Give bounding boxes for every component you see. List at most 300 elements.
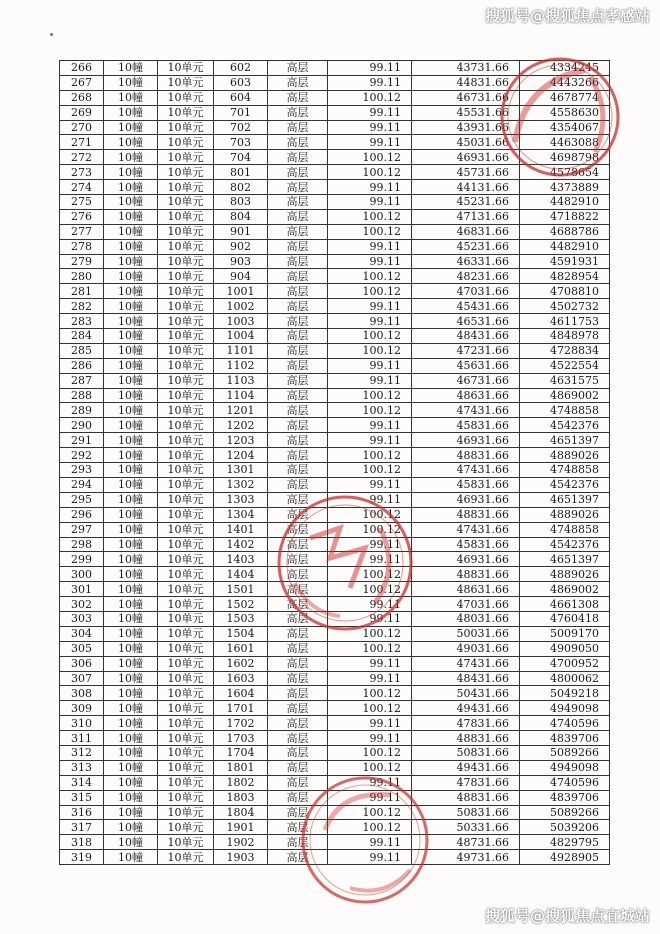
cell-total-price: 4829795 [520,835,610,850]
cell-building-type: 高层 [268,492,328,507]
cell-building: 10幢 [104,299,158,314]
cell-unit-price: 43931.66 [412,120,520,135]
cell-total-price: 4748858 [520,522,610,537]
cell-unit: 10单元 [158,641,214,656]
cell-area: 100.12 [328,224,412,239]
cell-row-index: 306 [60,656,104,671]
cell-unit: 10单元 [158,299,214,314]
cell-unit-price: 47231.66 [412,343,520,358]
table-row [60,850,610,865]
table-row [60,760,610,775]
table-row [60,120,610,135]
table-row [60,656,610,671]
cell-unit-price: 50031.66 [412,626,520,641]
table-row [60,805,610,820]
cell-building-type: 高层 [268,239,328,254]
cell-row-index: 303 [60,611,104,626]
cell-room-number: 1604 [214,686,268,701]
cell-area: 99.11 [328,299,412,314]
cell-room-number: 901 [214,224,268,239]
cell-room-number: 1203 [214,433,268,448]
cell-unit-price: 48431.66 [412,329,520,344]
scan-speck [50,33,53,36]
cell-total-price: 4828954 [520,269,610,284]
cell-area: 100.12 [328,760,412,775]
cell-unit: 10单元 [158,850,214,865]
cell-row-index: 276 [60,209,104,224]
cell-room-number: 1603 [214,671,268,686]
table-row [60,492,610,507]
cell-room-number: 903 [214,254,268,269]
cell-building: 10幢 [104,269,158,284]
cell-area: 100.12 [328,567,412,582]
cell-building: 10幢 [104,701,158,716]
cell-row-index: 270 [60,120,104,135]
cell-total-price: 4748858 [520,463,610,478]
cell-row-index: 297 [60,522,104,537]
cell-unit: 10单元 [158,477,214,492]
cell-building: 10幢 [104,522,158,537]
cell-row-index: 277 [60,224,104,239]
cell-area: 99.11 [328,552,412,567]
cell-area: 100.12 [328,805,412,820]
cell-room-number: 1803 [214,790,268,805]
cell-building-type: 高层 [268,522,328,537]
cell-unit-price: 47831.66 [412,716,520,731]
cell-unit: 10单元 [158,358,214,373]
table-row [60,567,610,582]
cell-unit: 10单元 [158,492,214,507]
cell-total-price: 4800062 [520,671,610,686]
cell-area: 99.11 [328,835,412,850]
cell-building-type: 高层 [268,180,328,195]
cell-room-number: 1101 [214,343,268,358]
cell-total-price: 4889026 [520,448,610,463]
table-row [60,195,610,210]
cell-area: 99.11 [328,716,412,731]
cell-building-type: 高层 [268,61,328,76]
cell-total-price: 4700952 [520,656,610,671]
cell-building: 10幢 [104,120,158,135]
cell-total-price: 4482910 [520,195,610,210]
cell-total-price: 4889026 [520,567,610,582]
cell-building: 10幢 [104,597,158,612]
table-row [60,507,610,522]
cell-building: 10幢 [104,463,158,478]
cell-room-number: 902 [214,239,268,254]
cell-total-price: 4718822 [520,209,610,224]
cell-unit: 10单元 [158,507,214,522]
cell-building: 10幢 [104,760,158,775]
cell-area: 99.11 [328,775,412,790]
cell-row-index: 311 [60,731,104,746]
cell-total-price: 4578654 [520,165,610,180]
cell-unit: 10单元 [158,180,214,195]
cell-unit-price: 47831.66 [412,775,520,790]
cell-row-index: 299 [60,552,104,567]
cell-total-price: 5049218 [520,686,610,701]
cell-unit-price: 50331.66 [412,820,520,835]
cell-building-type: 高层 [268,820,328,835]
cell-row-index: 305 [60,641,104,656]
table-row [60,835,610,850]
cell-total-price: 4909050 [520,641,610,656]
cell-total-price: 5009170 [520,626,610,641]
cell-building-type: 高层 [268,582,328,597]
table-row [60,150,610,165]
cell-building: 10幢 [104,477,158,492]
table-row [60,477,610,492]
cell-row-index: 290 [60,418,104,433]
cell-row-index: 274 [60,180,104,195]
cell-unit: 10单元 [158,701,214,716]
cell-unit-price: 44131.66 [412,180,520,195]
table-row [60,254,610,269]
cell-unit-price: 45631.66 [412,358,520,373]
cell-building-type: 高层 [268,775,328,790]
cell-building-type: 高层 [268,805,328,820]
cell-unit: 10单元 [158,403,214,418]
cell-area: 99.11 [328,492,412,507]
cell-unit-price: 45731.66 [412,165,520,180]
cell-unit: 10单元 [158,537,214,552]
cell-unit: 10单元 [158,582,214,597]
price-table-body [60,61,610,865]
cell-building-type: 高层 [268,611,328,626]
cell-building-type: 高层 [268,433,328,448]
cell-unit-price: 48831.66 [412,731,520,746]
cell-building: 10幢 [104,641,158,656]
cell-building-type: 高层 [268,388,328,403]
cell-unit: 10单元 [158,165,214,180]
cell-room-number: 1504 [214,626,268,641]
cell-room-number: 1901 [214,820,268,835]
cell-building: 10幢 [104,552,158,567]
cell-building: 10幢 [104,611,158,626]
cell-unit: 10单元 [158,626,214,641]
cell-unit-price: 46831.66 [412,224,520,239]
cell-unit: 10单元 [158,686,214,701]
cell-unit-price: 48631.66 [412,582,520,597]
cell-building: 10幢 [104,418,158,433]
cell-room-number: 1202 [214,418,268,433]
cell-building-type: 高层 [268,537,328,552]
cell-row-index: 307 [60,671,104,686]
cell-room-number: 802 [214,180,268,195]
cell-building: 10幢 [104,582,158,597]
cell-building-type: 高层 [268,209,328,224]
table-row [60,358,610,373]
cell-room-number: 904 [214,269,268,284]
cell-total-price: 5039206 [520,820,610,835]
cell-area: 100.12 [328,686,412,701]
cell-row-index: 309 [60,701,104,716]
cell-building: 10幢 [104,224,158,239]
cell-building-type: 高层 [268,299,328,314]
cell-unit-price: 47431.66 [412,463,520,478]
cell-unit-price: 45231.66 [412,239,520,254]
cell-area: 99.11 [328,61,412,76]
cell-building-type: 高层 [268,597,328,612]
cell-unit-price: 46331.66 [412,254,520,269]
cell-row-index: 278 [60,239,104,254]
cell-room-number: 703 [214,135,268,150]
cell-building: 10幢 [104,731,158,746]
cell-room-number: 804 [214,209,268,224]
cell-unit-price: 48631.66 [412,388,520,403]
cell-total-price: 4869002 [520,388,610,403]
cell-room-number: 602 [214,61,268,76]
cell-room-number: 1403 [214,552,268,567]
table-row [60,597,610,612]
cell-row-index: 295 [60,492,104,507]
cell-unit: 10单元 [158,284,214,299]
cell-area: 99.11 [328,418,412,433]
cell-room-number: 1704 [214,745,268,760]
cell-room-number: 1102 [214,358,268,373]
cell-building: 10幢 [104,745,158,760]
cell-unit: 10单元 [158,716,214,731]
cell-unit-price: 48731.66 [412,835,520,850]
cell-area: 99.11 [328,433,412,448]
cell-unit-price: 44831.66 [412,75,520,90]
cell-room-number: 1404 [214,567,268,582]
cell-unit-price: 45231.66 [412,195,520,210]
cell-row-index: 294 [60,477,104,492]
cell-unit: 10单元 [158,343,214,358]
cell-unit: 10单元 [158,835,214,850]
cell-unit: 10单元 [158,388,214,403]
cell-unit-price: 48831.66 [412,507,520,522]
cell-row-index: 313 [60,760,104,775]
cell-building: 10幢 [104,492,158,507]
cell-row-index: 275 [60,195,104,210]
cell-total-price: 4443266 [520,75,610,90]
table-row [60,75,610,90]
cell-unit-price: 46731.66 [412,373,520,388]
cell-area: 100.12 [328,388,412,403]
cell-row-index: 315 [60,790,104,805]
cell-area: 100.12 [328,820,412,835]
cell-building-type: 高层 [268,686,328,701]
cell-building-type: 高层 [268,403,328,418]
cell-building: 10幢 [104,403,158,418]
cell-total-price: 4869002 [520,582,610,597]
cell-building-type: 高层 [268,477,328,492]
table-row [60,343,610,358]
cell-unit: 10单元 [158,745,214,760]
cell-building: 10幢 [104,656,158,671]
cell-area: 99.11 [328,537,412,552]
table-row [60,745,610,760]
cell-total-price: 4839706 [520,790,610,805]
cell-building-type: 高层 [268,507,328,522]
cell-area: 99.11 [328,180,412,195]
cell-row-index: 281 [60,284,104,299]
cell-row-index: 266 [60,61,104,76]
table-row [60,284,610,299]
cell-building-type: 高层 [268,284,328,299]
cell-area: 100.12 [328,448,412,463]
cell-room-number: 1703 [214,731,268,746]
cell-unit: 10单元 [158,239,214,254]
cell-total-price: 4651397 [520,433,610,448]
cell-building-type: 高层 [268,254,328,269]
cell-building-type: 高层 [268,731,328,746]
cell-building-type: 高层 [268,135,328,150]
cell-unit-price: 45531.66 [412,105,520,120]
table-row [60,180,610,195]
cell-unit-price: 49731.66 [412,850,520,865]
cell-total-price: 4889026 [520,507,610,522]
cell-room-number: 1004 [214,329,268,344]
cell-room-number: 702 [214,120,268,135]
cell-row-index: 285 [60,343,104,358]
cell-unit-price: 48831.66 [412,567,520,582]
cell-total-price: 4334245 [520,61,610,76]
table-row [60,641,610,656]
cell-building-type: 高层 [268,716,328,731]
table-row [60,671,610,686]
cell-building: 10幢 [104,850,158,865]
cell-building-type: 高层 [268,567,328,582]
cell-area: 99.11 [328,373,412,388]
price-table-container [59,60,609,865]
cell-building: 10幢 [104,388,158,403]
cell-unit: 10单元 [158,269,214,284]
table-row [60,403,610,418]
cell-room-number: 1303 [214,492,268,507]
cell-room-number: 1804 [214,805,268,820]
cell-unit: 10单元 [158,90,214,105]
cell-unit: 10单元 [158,373,214,388]
cell-row-index: 318 [60,835,104,850]
cell-total-price: 4740596 [520,716,610,731]
cell-total-price: 4631575 [520,373,610,388]
cell-area: 100.12 [328,626,412,641]
cell-total-price: 4760418 [520,611,610,626]
cell-unit: 10单元 [158,656,214,671]
cell-unit: 10单元 [158,731,214,746]
cell-area: 99.11 [328,358,412,373]
cell-building-type: 高层 [268,165,328,180]
cell-unit-price: 48831.66 [412,790,520,805]
cell-unit: 10单元 [158,567,214,582]
cell-total-price: 4542376 [520,477,610,492]
cell-area: 100.12 [328,209,412,224]
cell-building-type: 高层 [268,314,328,329]
cell-unit-price: 45431.66 [412,299,520,314]
cell-area: 99.11 [328,195,412,210]
cell-total-price: 4848978 [520,329,610,344]
cell-row-index: 289 [60,403,104,418]
cell-row-index: 288 [60,388,104,403]
cell-area: 99.11 [328,597,412,612]
cell-total-price: 4748858 [520,403,610,418]
cell-building: 10幢 [104,626,158,641]
cell-row-index: 273 [60,165,104,180]
cell-total-price: 5089266 [520,745,610,760]
cell-row-index: 308 [60,686,104,701]
cell-unit-price: 45831.66 [412,537,520,552]
cell-total-price: 4542376 [520,418,610,433]
cell-building-type: 高层 [268,224,328,239]
table-row [60,165,610,180]
cell-building-type: 高层 [268,418,328,433]
cell-area: 100.12 [328,90,412,105]
cell-row-index: 296 [60,507,104,522]
cell-unit-price: 46931.66 [412,552,520,567]
cell-row-index: 301 [60,582,104,597]
cell-total-price: 4542376 [520,537,610,552]
cell-unit-price: 45031.66 [412,135,520,150]
cell-building-type: 高层 [268,329,328,344]
cell-building-type: 高层 [268,75,328,90]
cell-total-price: 4661308 [520,597,610,612]
cell-room-number: 704 [214,150,268,165]
cell-row-index: 279 [60,254,104,269]
cell-total-price: 4688786 [520,224,610,239]
cell-row-index: 287 [60,373,104,388]
cell-building-type: 高层 [268,671,328,686]
cell-unit: 10单元 [158,105,214,120]
cell-unit: 10单元 [158,552,214,567]
cell-total-price: 4698798 [520,150,610,165]
table-row [60,537,610,552]
cell-unit: 10单元 [158,433,214,448]
cell-unit: 10单元 [158,75,214,90]
cell-building: 10幢 [104,373,158,388]
cell-room-number: 1201 [214,403,268,418]
table-row [60,582,610,597]
cell-building-type: 高层 [268,760,328,775]
cell-area: 99.11 [328,611,412,626]
cell-unit-price: 46931.66 [412,433,520,448]
cell-total-price: 4558630 [520,105,610,120]
table-row [60,463,610,478]
cell-room-number: 1002 [214,299,268,314]
cell-area: 99.11 [328,75,412,90]
cell-room-number: 803 [214,195,268,210]
cell-unit: 10单元 [158,671,214,686]
cell-row-index: 269 [60,105,104,120]
cell-building-type: 高层 [268,195,328,210]
cell-building: 10幢 [104,195,158,210]
table-row [60,314,610,329]
cell-unit: 10单元 [158,790,214,805]
cell-total-price: 4949098 [520,760,610,775]
cell-row-index: 280 [60,269,104,284]
table-row [60,239,610,254]
cell-area: 99.11 [328,314,412,329]
cell-building: 10幢 [104,180,158,195]
cell-building-type: 高层 [268,701,328,716]
cell-area: 100.12 [328,463,412,478]
cell-building: 10幢 [104,135,158,150]
table-row [60,716,610,731]
cell-room-number: 1001 [214,284,268,299]
cell-building: 10幢 [104,150,158,165]
cell-area: 100.12 [328,403,412,418]
cell-area: 100.12 [328,269,412,284]
cell-row-index: 283 [60,314,104,329]
cell-room-number: 1503 [214,611,268,626]
table-row [60,90,610,105]
cell-row-index: 286 [60,358,104,373]
cell-area: 99.11 [328,850,412,865]
table-row [60,209,610,224]
cell-total-price: 4839706 [520,731,610,746]
